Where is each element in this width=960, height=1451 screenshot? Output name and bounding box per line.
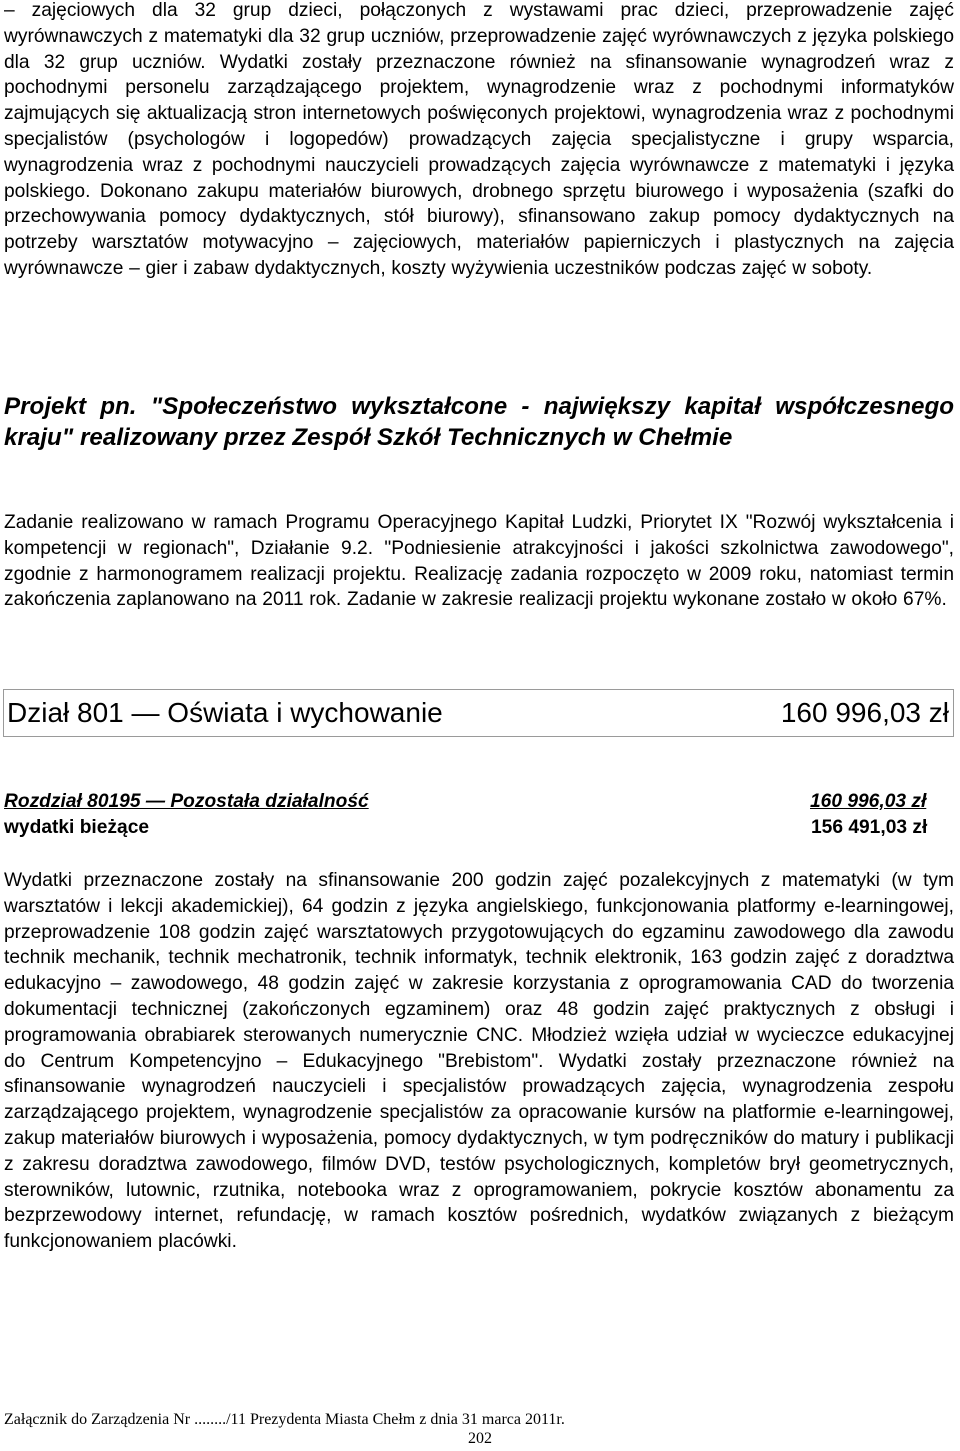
current-expenses-amount: 156 491,03 zł: [811, 817, 928, 838]
paragraph-project-description: Zadanie realizowano w ramach Programu Operacyjnego Kapitał Ludzki, Priorytet IX "Rozwój wykształcenia i kompetencji w regionach", Działanie 9.2. "Podniesienie atrakcyjności i jakości szkolnictwa zawodowego", zgodnie z harmonogramem realizacji projektu. Realizację zadania rozpoczęto w 2009 roku, natomiast termin zakończenia zaplanowano na 2011 rok. Zadanie w zakresie realizacji projektu wykonane zostało w około 67%.: [4, 512, 954, 611]
section-header-box: [3, 689, 954, 737]
chapter-name: Rozdział 80195 — Pozostała działalność: [4, 791, 369, 812]
paragraph-expenses-description: Wydatki przeznaczone zostały na sfinansowanie 200 godzin zajęć pozalekcyjnych z matematyki (w tym warsztatów i lekcji akademickiej), 64 godzin z języka angielskiego, funkcjonowania platformy e-learningowej, przeprowadzenie 108 godzin zajęć warsztatowych przygotowujących do egzaminu zawodowego dla zawodu technik mechanik, technik mechatronik, technik informatyk, technik elektronik, 163 godzin zajęć z doradztwa edukacyjno – zawodowego, 48 godzin zajęć w zakresie korzystania z oprogramowania CAD do tworzenia dokumentacji technicznej (zakończonych egzaminem) oraz 48 godzin zajęć praktycznych z obsługi i programowania obrabiarek sterowanych numerycznie CNC. Młodzież wzięła udział w wycieczce edukacyjnej do Centrum Kompetencyjno – Edukacyjnego "Brebistom". Wydatki zostały przeznaczone również na sfinansowanie wynagrodzeń nauczycieli i specjalistów prowadzących zajęcia, wynagrodzenia zespołu zarządzającego projektem, wynagrodzenie specjalistów za opracowanie kursów na platformie e-learningowej, zakup materiałów biurowych i wyposażenia, pomocy dydaktycznych, w tym podręczników do matury i publikacji z zakresu doradztwa zawodowego, filmów DVD, testów psychologicznych, kompletów brył geometrycznych, sterowników, lutownic, rzutnika, notebooka wraz z oprogramowaniem, pokrycie kosztów abonamentu za bezprzewodowy internet, refundację, w ramach kosztów pośrednich, wydatków związanych z bieżącym funkcjonowaniem placówki.: [4, 870, 954, 1253]
page-number: 202: [468, 1430, 492, 1447]
footer-note: Załącznik do Zarządzenia Nr ......../11 Prezydenta Miasta Chełm z dnia 31 marca 2011r.: [4, 1411, 565, 1428]
chapter-amount: 160 996,03 zł: [810, 791, 927, 812]
current-expenses-label: wydatki bieżące: [4, 817, 150, 838]
project-title: Projekt pn. "Społeczeństwo wykształcone - największy kapitał współczesnego kraju" realizowany przez Zespół Szkół Technicznych w Chełmie: [4, 393, 954, 451]
section-name: Dział 801 — Oświata i wychowanie: [7, 697, 443, 728]
section-amount: 160 996,03 zł: [780, 697, 949, 728]
paragraph-project-activities: – zajęciowych dla 32 grup dzieci, połączonych z wystawami prac dzieci, przeprowadzenie zajęć wyrównawczych z matematyki dla 32 grup uczniów, przeprowadzenie zajęć wyrównawczych z języka polskiego dla 32 grup uczniów. Wydatki zostały przeznaczone również na sfinansowanie wynagrodzeń wraz z pochodnymi personelu zarządzającego projektem, wynagrodzenie wraz z pochodnymi informatyków zajmujących się aktualizacją stron internetowych poświęconych projektowi, wynagrodzenia wraz z pochodnymi specjalistów (psychologów i logopedów) prowadzących zajęcia specjalistyczne i grupy wsparcia, wynagrodzenia wraz z pochodnymi nauczycieli prowadzących zajęcia wyrównawcze z matematyki i języka polskiego. Dokonano zakupu materiałów biurowych, drobnego sprzętu biurowego i wyposażenia (szafki do przechowywania pomocy dydaktycznych, stół biurowy), sfinansowano zakup pomocy dydaktycznych na potrzeby warsztatów motywacyjno – zajęciowych, materiałów papierniczych i plastycznych na zajęcia wyrównawcze – gier i zabaw dydaktycznych, koszty wyżywienia uczestników podczas zajęć w soboty.: [4, 0, 954, 279]
